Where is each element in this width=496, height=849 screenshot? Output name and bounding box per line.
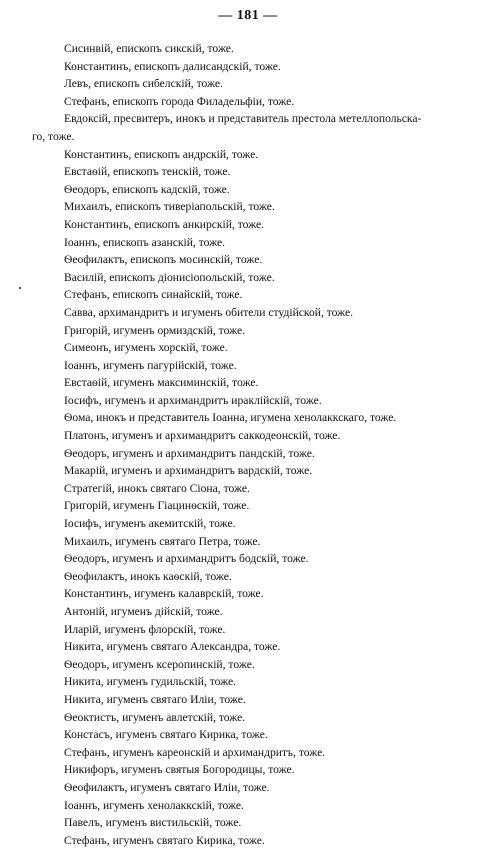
text-line: Ѳеоктистъ, игуменъ авлетскій, тоже. bbox=[64, 710, 246, 724]
text-line: Савва, архимандритъ и игуменъ обители студійской, тоже. bbox=[64, 305, 354, 319]
text-line: Константинъ, епископъ далисандскій, тоже. bbox=[64, 59, 281, 73]
text-body bbox=[32, 40, 472, 849]
text-line: Павелъ, игуменъ вистильскій, тоже. bbox=[64, 816, 242, 830]
text-line: Іосифъ, игуменъ и архимандритъ ираклійскій, тоже. bbox=[64, 393, 322, 407]
text-line: Никита, игуменъ гудильскій, тоже. bbox=[64, 675, 237, 689]
text-line: Ѳеодоръ, игуменъ и архимандритъ пандскій, тоже. bbox=[64, 446, 315, 460]
text-line: Стефанъ, игуменъ кареонскій и архимандритъ, тоже. bbox=[64, 745, 326, 759]
text-line: Ѳеодоръ, епископъ кадскій, тоже. bbox=[64, 182, 230, 196]
text-line: Никита, игуменъ святаго Иліи, тоже. bbox=[64, 692, 246, 706]
text-line: Стефанъ, игуменъ святаго Кирика, тоже. bbox=[64, 833, 265, 847]
text-line: Михаилъ, епископъ тиверіапольскій, тоже. bbox=[64, 200, 275, 214]
text-line: Симеонъ, игуменъ хорскій, тоже. bbox=[64, 341, 228, 355]
text-line: Стефанъ, епископъ синайскій, тоже. bbox=[64, 288, 243, 302]
text-line: Іоаннъ, игуменъ пагурійскій, тоже. bbox=[64, 358, 237, 372]
text-line: Іоаннъ, игуменъ хенолаккскій, тоже. bbox=[64, 798, 244, 812]
text-line: Стефанъ, епископъ города Филадельфіи, тоже. bbox=[64, 94, 295, 108]
text-line: Платонъ, игуменъ и архимандритъ саккодеонскій, тоже. bbox=[64, 429, 341, 443]
text-line: Іосифъ, игуменъ акемитскій, тоже. bbox=[64, 517, 236, 531]
text-line: Ѳеодоръ, игуменъ ксеропинскій, тоже. bbox=[64, 657, 255, 671]
text-line: Константинъ, игуменъ калаврскій, тоже. bbox=[64, 587, 264, 601]
text-line: Василій, епископъ діонисіопольскій, тоже. bbox=[64, 270, 275, 284]
text-line: Михаилъ, игуменъ святаго Петра, тоже. bbox=[64, 534, 261, 548]
text-line: Іоаннъ, епископъ азанскій, тоже. bbox=[64, 235, 226, 249]
text-line: Константинъ, епископъ анкирскій, тоже. bbox=[64, 217, 265, 231]
text-line: Григорій, игуменъ Гіацинѳскій, тоже. bbox=[64, 499, 250, 513]
text-line: Григорій, игуменъ ормиздскій, тоже. bbox=[64, 323, 245, 337]
text-line: Евстаѳій, епископъ тенскій, тоже. bbox=[64, 165, 231, 179]
stray-ink-mark bbox=[19, 287, 21, 289]
text-line: Антоній, игуменъ дійскій, тоже. bbox=[64, 605, 223, 618]
text-line: Макарій, игуменъ и архимандритъ вардскій, тоже. bbox=[64, 464, 313, 478]
text-line: Констасъ, игуменъ святаго Кирика, тоже. bbox=[64, 728, 268, 742]
text-line: Никифоръ, игуменъ святыя Богородицы, тоже. bbox=[64, 763, 295, 777]
text-line: Иларій, игуменъ флорскій, тоже. bbox=[64, 622, 226, 636]
text-line: Левъ, епископъ сибелскій, тоже. bbox=[64, 77, 223, 91]
text-line: Ѳома, инокъ и представитель Іоанна, игумена хенолаккскаго, тоже. bbox=[64, 411, 397, 425]
text-line: Стратегій, инокъ святаго Сіона, тоже. bbox=[64, 481, 250, 495]
text-line: Евдоксій, пресвитеръ, инокъ и представитель престола метеллопольска- bbox=[64, 112, 422, 126]
text-line: Евстаѳій, игуменъ максиминскій, тоже. bbox=[64, 376, 259, 390]
text-line: Константинъ, епископъ андрскій, тоже. bbox=[64, 147, 259, 161]
text-line: Ѳеодоръ, игуменъ и архимандритъ бодскій, тоже. bbox=[64, 552, 309, 566]
text-line: Сисинвій, епископъ сикскій, тоже. bbox=[64, 42, 234, 55]
page-number: — 181 — bbox=[218, 8, 278, 23]
text-line: Ѳеофилактъ, инокъ каѳскій, тоже. bbox=[64, 569, 232, 583]
text-line-continuation: го, тоже. bbox=[32, 129, 75, 143]
text-line: Ѳеофилактъ, епископъ мосинскій, тоже. bbox=[64, 253, 263, 267]
text-line: Ѳеофилактъ, игуменъ святаго Иліи, тоже. bbox=[64, 780, 270, 794]
text-line: Никита, игуменъ святаго Александра, тоже. bbox=[64, 640, 281, 654]
